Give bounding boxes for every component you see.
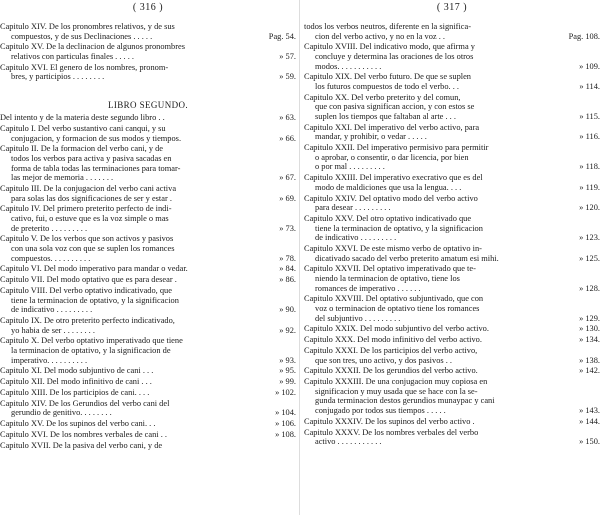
entry-line: Del intento y de la materia deste segundo libro . . — [0, 113, 165, 123]
page-ref: » 125. — [579, 253, 600, 263]
entry-line: Capitulo XI. Del modo subjuntivo de cani . . . — [0, 366, 154, 376]
toc-entry — [0, 144, 296, 182]
entry-line: cion del verbo activo, y no en la voz . . — [315, 31, 446, 41]
toc-entry — [304, 214, 600, 243]
entry-line: Capitulo XXXIV. De los supinos del verbo activo . — [304, 416, 475, 426]
toc-entry — [304, 324, 600, 334]
toc-entry — [0, 336, 296, 365]
page-ref: » 150. — [579, 437, 600, 447]
entry-line: Capitulo XVII. De la pasiva del verbo cani, y de — [0, 440, 163, 450]
page-ref: » 128. — [579, 283, 600, 293]
page-ref: » 92. — [279, 325, 296, 335]
entry-line: gerundio de genitivo. . . . . . . . — [11, 408, 112, 418]
entry-line: gunda terminacion destos gerundios munaypac y cani — [315, 396, 495, 406]
page-ref: » 115. — [579, 111, 600, 121]
entry-line: Capitulo XVI. El genero de los nombres, pronom- — [0, 62, 169, 72]
toc-entry — [0, 377, 296, 387]
entry-line: mandar, y prohibir, o vedar . . . . . — [315, 132, 427, 142]
page-ref: » 66. — [279, 133, 296, 143]
entry-line: Capitulo XIV. De los Gerundios del verbo cani del — [0, 398, 170, 408]
toc-entry — [304, 123, 600, 142]
toc-entry — [0, 124, 296, 143]
toc-entry — [304, 72, 600, 91]
entry-line: Capitulo XVI. De los nombres verbales de cani . . — [0, 430, 167, 439]
entry-line: Capitulo XVIII. Del indicativo modo, que afirma y — [304, 42, 475, 52]
toc-entry — [304, 366, 600, 376]
page-ref: » 118. — [579, 162, 600, 172]
page-ref: » 108. — [275, 430, 296, 439]
entry-line: compuestos, y de sus Declinaciones . . . . . — [11, 31, 153, 41]
page-ref: » 99. — [279, 377, 296, 387]
page-ref: » 120. — [579, 203, 600, 213]
entry-line: para desear . . . . . . . . . — [315, 203, 391, 213]
page-number: ( 317 ) — [436, 2, 468, 13]
page-ref: » 78. — [279, 253, 296, 263]
page-ref: » 142. — [579, 366, 600, 376]
page-ref: » 90. — [279, 305, 296, 315]
toc-entry — [304, 417, 600, 427]
entry-line: del subjuntivo . . . . . . . . . — [315, 313, 401, 323]
toc-entry — [0, 286, 296, 315]
entry-line: Capitulo XX. Del verbo preterito y del comun, — [304, 92, 461, 102]
entry-line: yo habia de ser . . . . . . . . — [11, 325, 95, 335]
toc-entry — [304, 244, 600, 263]
entry-line: de indicativo . . . . . . . . . — [315, 233, 397, 243]
entry-line: Capitulo V. De los verbos que son activos y pasivos — [0, 234, 174, 244]
toc-entry — [0, 316, 296, 335]
toc-entry — [304, 42, 600, 71]
section-heading: LIBRO SEGUNDO. — [107, 100, 189, 110]
page-ref: » 129. — [579, 313, 600, 323]
entry-line: Capitulo I. Del verbo sustantivo cani canqui, y su — [0, 124, 166, 133]
page-ref: » 138. — [579, 355, 600, 365]
toc-entry — [0, 42, 296, 61]
toc-entry — [0, 184, 296, 203]
left-page — [0, 0, 296, 515]
page-ref: » 86. — [279, 275, 296, 285]
entry-line: Capitulo IX. De otro preterito perfecto indicativado, — [0, 316, 175, 325]
entry-line: Capitulo XXXII. De los gerundios del verbo activo. — [304, 366, 478, 376]
page-number: ( 316 ) — [132, 2, 164, 13]
toc-entry — [304, 194, 600, 213]
page-ref: » 116. — [579, 132, 600, 142]
toc-entry — [0, 63, 296, 82]
right-page — [304, 0, 600, 515]
page-ref: » 109. — [579, 61, 600, 71]
gutter — [299, 0, 300, 515]
page-ref: » 69. — [279, 193, 296, 203]
toc-entry — [304, 346, 600, 365]
entry-line: modos. . . . . . . . . . . — [315, 61, 382, 71]
entry-line: imperativo. . . . . . . . . . — [11, 355, 88, 365]
entry-line: Capitulo XV. De la declinacion de algunos pronombres — [0, 42, 185, 52]
entry-line: Capitulo XXVII. Del optativo imperativado que te- — [304, 264, 476, 274]
toc-entry — [0, 399, 296, 418]
toc-entry — [0, 234, 296, 263]
entry-line: Capitulo XXIII. Del imperativo execrativo que es del — [304, 173, 483, 183]
entry-line: concluye y determina las oraciones de los otros — [315, 51, 474, 61]
entry-line: Capitulo XXXV. De los nombres verbales del verbo — [304, 427, 479, 437]
toc-entry — [304, 428, 600, 447]
page-ref: » 63. — [279, 113, 296, 123]
toc-entry — [304, 22, 600, 41]
entry-line: Capitulo X. Del verbo optativo imperativado que tiene — [0, 336, 183, 346]
toc-entry — [0, 264, 296, 274]
toc-entry — [304, 294, 600, 323]
toc-entry — [0, 441, 296, 451]
entry-line: modo de maldiciones que usa la lengua. . . . — [315, 182, 462, 192]
entry-line: de indicativo . . . . . . . . . — [11, 305, 93, 315]
entry-line: que son tres, uno activo, y dos pasivos . . — [315, 355, 453, 365]
page-ref: » 144. — [579, 416, 600, 426]
entry-line: que con pasiva significan accion, y con estos se — [315, 102, 475, 112]
page-ref: » 67. — [279, 173, 296, 183]
entry-line: conjugado por todos sus tiempos . . . . . — [315, 405, 446, 415]
entry-line: Capitulo XXI. Del imperativo del verbo activo, para — [304, 122, 480, 132]
entry-line: las mejor de memoria . . . . . . . — [11, 173, 114, 183]
toc-entry — [0, 388, 296, 398]
entry-line: voz o terminacion de optativo tiene los romances — [315, 303, 480, 313]
page-ref: » 59. — [279, 72, 296, 82]
entry-line: Capitulo VII. Del modo optativo que es para desear . — [0, 275, 177, 285]
entry-line: significacion y muy usada que se hace con la se- — [315, 386, 478, 396]
page-ref: » 114. — [579, 81, 600, 91]
page-ref: » 57. — [279, 51, 296, 61]
entry-line: activo . . . . . . . . . . . — [315, 437, 382, 447]
toc-entry — [0, 113, 296, 123]
entry-line: con una sola voz con que se suplen los romances — [11, 243, 175, 253]
entry-line: Capitulo XXV. Del otro optativo indicativado que — [304, 214, 472, 223]
page-ref: » 104. — [275, 408, 296, 418]
page-ref: » 84. — [279, 264, 296, 274]
page-ref: » 130. — [579, 324, 600, 334]
toc-entry — [304, 93, 600, 122]
entry-line: de preterito . . . . . . . . . — [11, 223, 88, 233]
entry-line: tiene la terminacion de optativo, y la significacion — [11, 295, 179, 305]
entry-line: forma de tabla todas las terminaciones para tomar- — [11, 163, 181, 173]
entry-line: para solas las dos significaciones de ser y estar . — [11, 193, 172, 203]
toc-entry — [304, 335, 600, 345]
entry-line: los futuros compuestos de todo el verbo. . . — [315, 81, 459, 91]
entry-line: Capitulo III. De la conjugacion del verbo cani activa — [0, 184, 177, 193]
page-ref: » 119. — [579, 182, 600, 192]
entry-line: todos los verbos neutros, diferente en la significa- — [304, 22, 471, 31]
entry-line: romances de imperativo . . . . . . — [315, 283, 421, 293]
toc-entry — [0, 22, 296, 41]
toc-entry — [304, 264, 600, 293]
entry-line: cativo, fui, o estuve que es la voz simple o mas — [11, 213, 169, 223]
entry-line: Capitulo XXXIII. De una conjugacion muy copiosa en — [304, 377, 488, 387]
entry-line: Capitulo XXXI. De los participios del verbo activo, — [304, 346, 478, 355]
toc-entry — [304, 173, 600, 192]
entry-line: Capitulo XV. De los supinos del verbo cani. . . — [0, 419, 156, 429]
entry-line: dicativado sacado del verbo preterito amatum esi mihi. — [315, 253, 499, 263]
page-ref: Pag. 108. — [568, 31, 600, 41]
toc-entry — [0, 366, 296, 376]
entry-line: tiene la terminacion de optativo, y la significacion — [315, 223, 483, 233]
page-ref: » 93. — [279, 355, 296, 365]
entry-line: Capitulo XIX. Del verbo futuro. De que se suplen — [304, 72, 471, 82]
page-ref: » 134. — [579, 335, 600, 345]
entry-line: o por mal . . . . . . . . . — [315, 162, 385, 172]
entry-line: relativos con particulas finales . . . . . — [11, 51, 135, 61]
entry-line: Capitulo XXIV. Del optativo modo del verbo activo — [304, 193, 478, 203]
entry-line: Capitulo IV. Del primero preterito perfecto de indi- — [0, 204, 172, 214]
entry-line: Capitulo II. De la formacion del verbo cani, y de — [0, 144, 164, 154]
toc-entry — [0, 430, 296, 440]
entry-line: Capitulo XII. Del modo infinitivo de cani . . . — [0, 377, 152, 387]
entry-line: bres, y participios . . . . . . . . — [11, 72, 105, 82]
toc-entry — [0, 275, 296, 285]
entry-line: Capitulo XXVI. De este mismo verbo de optativo in- — [304, 244, 482, 253]
page-ref: Pag. 54. — [268, 31, 296, 41]
entry-line: Capitulo XXIX. Del modo subjuntivo del verbo activo. — [304, 324, 489, 334]
toc-entry — [0, 419, 296, 429]
entry-line: todos los verbos para activa y pasiva sacadas en — [11, 153, 172, 163]
page-ref: » 95. — [279, 366, 296, 376]
page-ref: » 102. — [275, 388, 296, 397]
page-ref: » 123. — [579, 233, 600, 243]
entry-line: Capitulo XXVIII. Del optativo subjuntivado, que con — [304, 294, 484, 304]
entry-line: Capitulo VI. Del modo imperativo para mandar o vedar. — [0, 264, 188, 274]
toc-entry — [304, 143, 600, 172]
entry-line: compuestos. . . . . . . . . . — [11, 253, 91, 263]
entry-line: la terminacion de optativo, y la significacion de — [11, 345, 171, 355]
entry-line: Capitulo VIII. Del verbo optativo indicativado, que — [0, 286, 172, 295]
entry-line: suplen los tiempos que faltaban al arte . . . — [315, 111, 456, 121]
entry-line: conjugacion, y formacion de sus modos y tiempos. — [11, 133, 182, 143]
page-ref: » 143. — [579, 405, 600, 415]
toc-entry — [304, 377, 600, 415]
entry-line: o aprobar, o consentir, o dar licencia, por bien — [315, 152, 469, 162]
entry-line: niendo la terminacion de optativo, tiene los — [315, 273, 460, 283]
entry-line: Capitulo XXX. Del modo infinitivo del verbo activo. — [304, 335, 482, 345]
entry-line: Capitulo XIV. De los pronombres relativos, y de sus — [0, 22, 175, 31]
entry-line: Capitulo XXII. Del imperativo permisivo para permitir — [304, 143, 489, 153]
page-ref: » 106. — [275, 419, 296, 429]
entry-line: Capitulo XIII. De los participios de cani. . . . — [0, 388, 150, 397]
toc-entry — [0, 204, 296, 233]
page-ref: » 73. — [279, 223, 296, 233]
